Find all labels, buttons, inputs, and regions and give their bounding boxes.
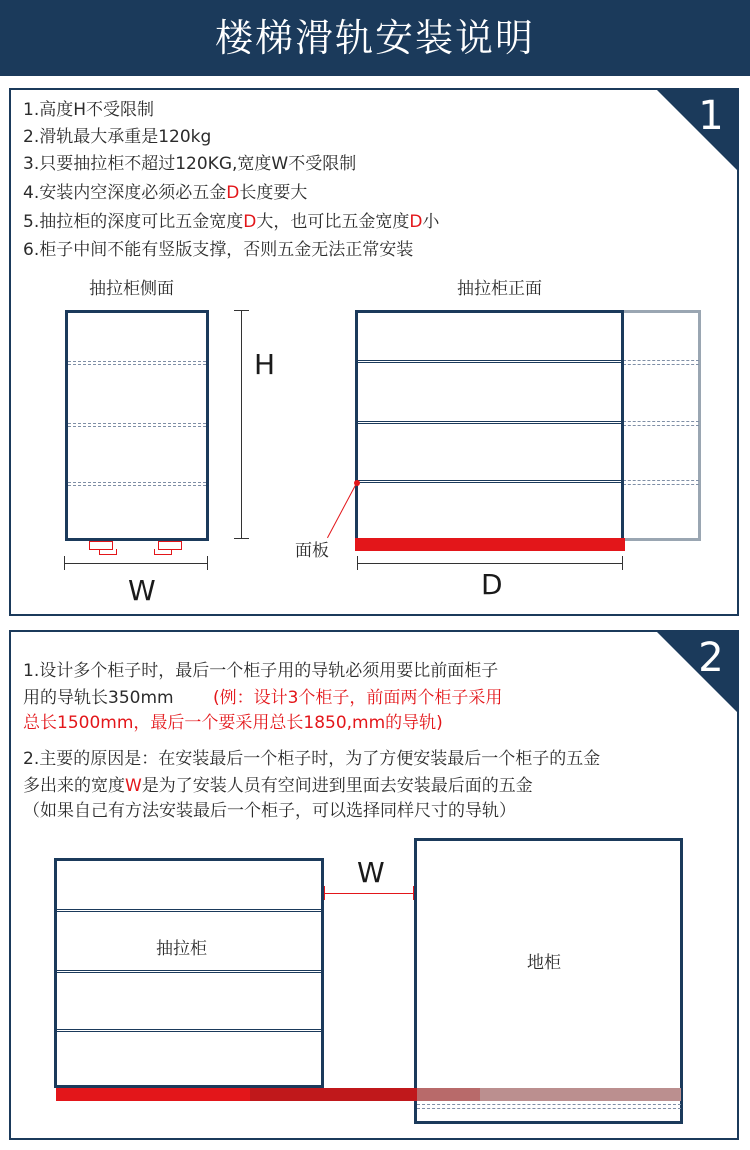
rail-bracket-right-foot xyxy=(154,549,172,555)
base-cabinet-label: 地柜 xyxy=(527,953,561,973)
side-dash-1 xyxy=(68,361,206,362)
width-dimension-line xyxy=(64,563,208,564)
ext-dash-2b xyxy=(623,425,699,426)
depth-dimension-tick-right xyxy=(622,556,623,570)
drawer-shelf-3 xyxy=(57,1029,321,1032)
width-dimension-tick-right xyxy=(207,556,208,570)
gap-dimension-tick-left xyxy=(324,886,325,900)
point-1-line-2: 用的导轨长350mm (例：设计3个柜子，前面两个柜子采用 xyxy=(23,688,503,708)
side-dash-2b xyxy=(68,426,206,427)
drawer-shelf-2 xyxy=(57,970,321,973)
gap-dimension-tick-right xyxy=(413,886,414,900)
side-view-label: 抽拉柜侧面 xyxy=(89,279,174,299)
depth-dimension-line xyxy=(357,563,623,564)
point-2-line-2: 多出来的宽度W是为了安装人员有空间进到里面去安装最后面的五金 xyxy=(23,776,533,796)
base-cabinet xyxy=(414,838,683,1124)
rail-segment-inner xyxy=(417,1088,480,1101)
ext-dash-2 xyxy=(623,421,699,422)
ext-dash-3 xyxy=(623,480,699,481)
drawer-cabinet xyxy=(54,858,324,1088)
section-2-panel xyxy=(9,630,739,1140)
height-dimension-tick-top xyxy=(234,310,249,311)
point-1-line-1: 1.设计多个柜子时，最后一个柜子用的导轨必须用要比前面柜子 xyxy=(23,661,499,681)
front-shelf-1 xyxy=(358,360,621,363)
ext-dash-3b xyxy=(623,484,699,485)
rule-2: 2.滑轨最大承重是120kg xyxy=(23,127,212,147)
side-dash-1b xyxy=(68,364,206,365)
rail-segment-front xyxy=(56,1088,250,1101)
height-label: H xyxy=(254,348,276,381)
base-dash-1 xyxy=(417,1104,681,1105)
rule-5: 5.抽拉柜的深度可比五金宽度D大，也可比五金宽度D小 xyxy=(23,212,440,232)
drawer-shelf-1 xyxy=(57,909,321,912)
panel-pointer-line xyxy=(327,483,357,538)
panel-label: 面板 xyxy=(295,541,329,561)
width-label: W xyxy=(128,574,156,607)
drawer-cabinet-label: 抽拉柜 xyxy=(156,939,207,959)
side-dash-3 xyxy=(68,482,206,483)
rule-3: 3.只要抽拉柜不超过120KG,宽度W不受限制 xyxy=(23,154,357,174)
depth-dimension-tick-left xyxy=(357,556,358,570)
rule-4: 4.安装内空深度必须必五金D长度要大 xyxy=(23,183,308,203)
side-dash-2 xyxy=(68,423,206,424)
point-2-line-1: 2.主要的原因是：在安装最后一个柜子时，为了方便安装最后一个柜子的五金 xyxy=(23,749,601,769)
rail-bracket-left-foot xyxy=(99,549,117,555)
front-shelf-3 xyxy=(358,480,621,483)
rail-segment-middle xyxy=(250,1088,417,1101)
section-1-panel xyxy=(9,88,739,616)
width-dimension-tick-left xyxy=(64,556,65,570)
rule-1: 1.高度H不受限制 xyxy=(23,100,155,120)
page-title: 楼梯滑轨安装说明 xyxy=(214,16,535,60)
section-2-number: 2 xyxy=(698,635,724,681)
depth-label: D xyxy=(481,568,503,601)
ext-dash-1 xyxy=(623,360,699,361)
front-shelf-2 xyxy=(358,421,621,424)
height-dimension-line xyxy=(241,310,242,539)
rail-segment-extension xyxy=(480,1088,681,1101)
gap-label: W xyxy=(357,856,385,889)
front-view-label: 抽拉柜正面 xyxy=(457,279,542,299)
point-2-line-3: （如果自己有方法安装最后一个柜子，可以选择同样尺寸的导轨） xyxy=(23,801,516,821)
face-panel-bar xyxy=(355,538,625,551)
section-1-number: 1 xyxy=(698,93,724,139)
height-dimension-tick-bottom xyxy=(234,538,249,539)
rule-6: 6.柜子中间不能有竖版支撑，否则五金无法正常安装 xyxy=(23,240,414,260)
base-dash-2 xyxy=(417,1108,681,1109)
side-dash-3b xyxy=(68,485,206,486)
front-view-cabinet xyxy=(355,310,624,541)
ext-dash-1b xyxy=(623,364,699,365)
point-1-example: 总长1500mm，最后一个要采用总长1850,mm的导轨) xyxy=(23,713,443,733)
gap-dimension-line xyxy=(324,893,414,894)
